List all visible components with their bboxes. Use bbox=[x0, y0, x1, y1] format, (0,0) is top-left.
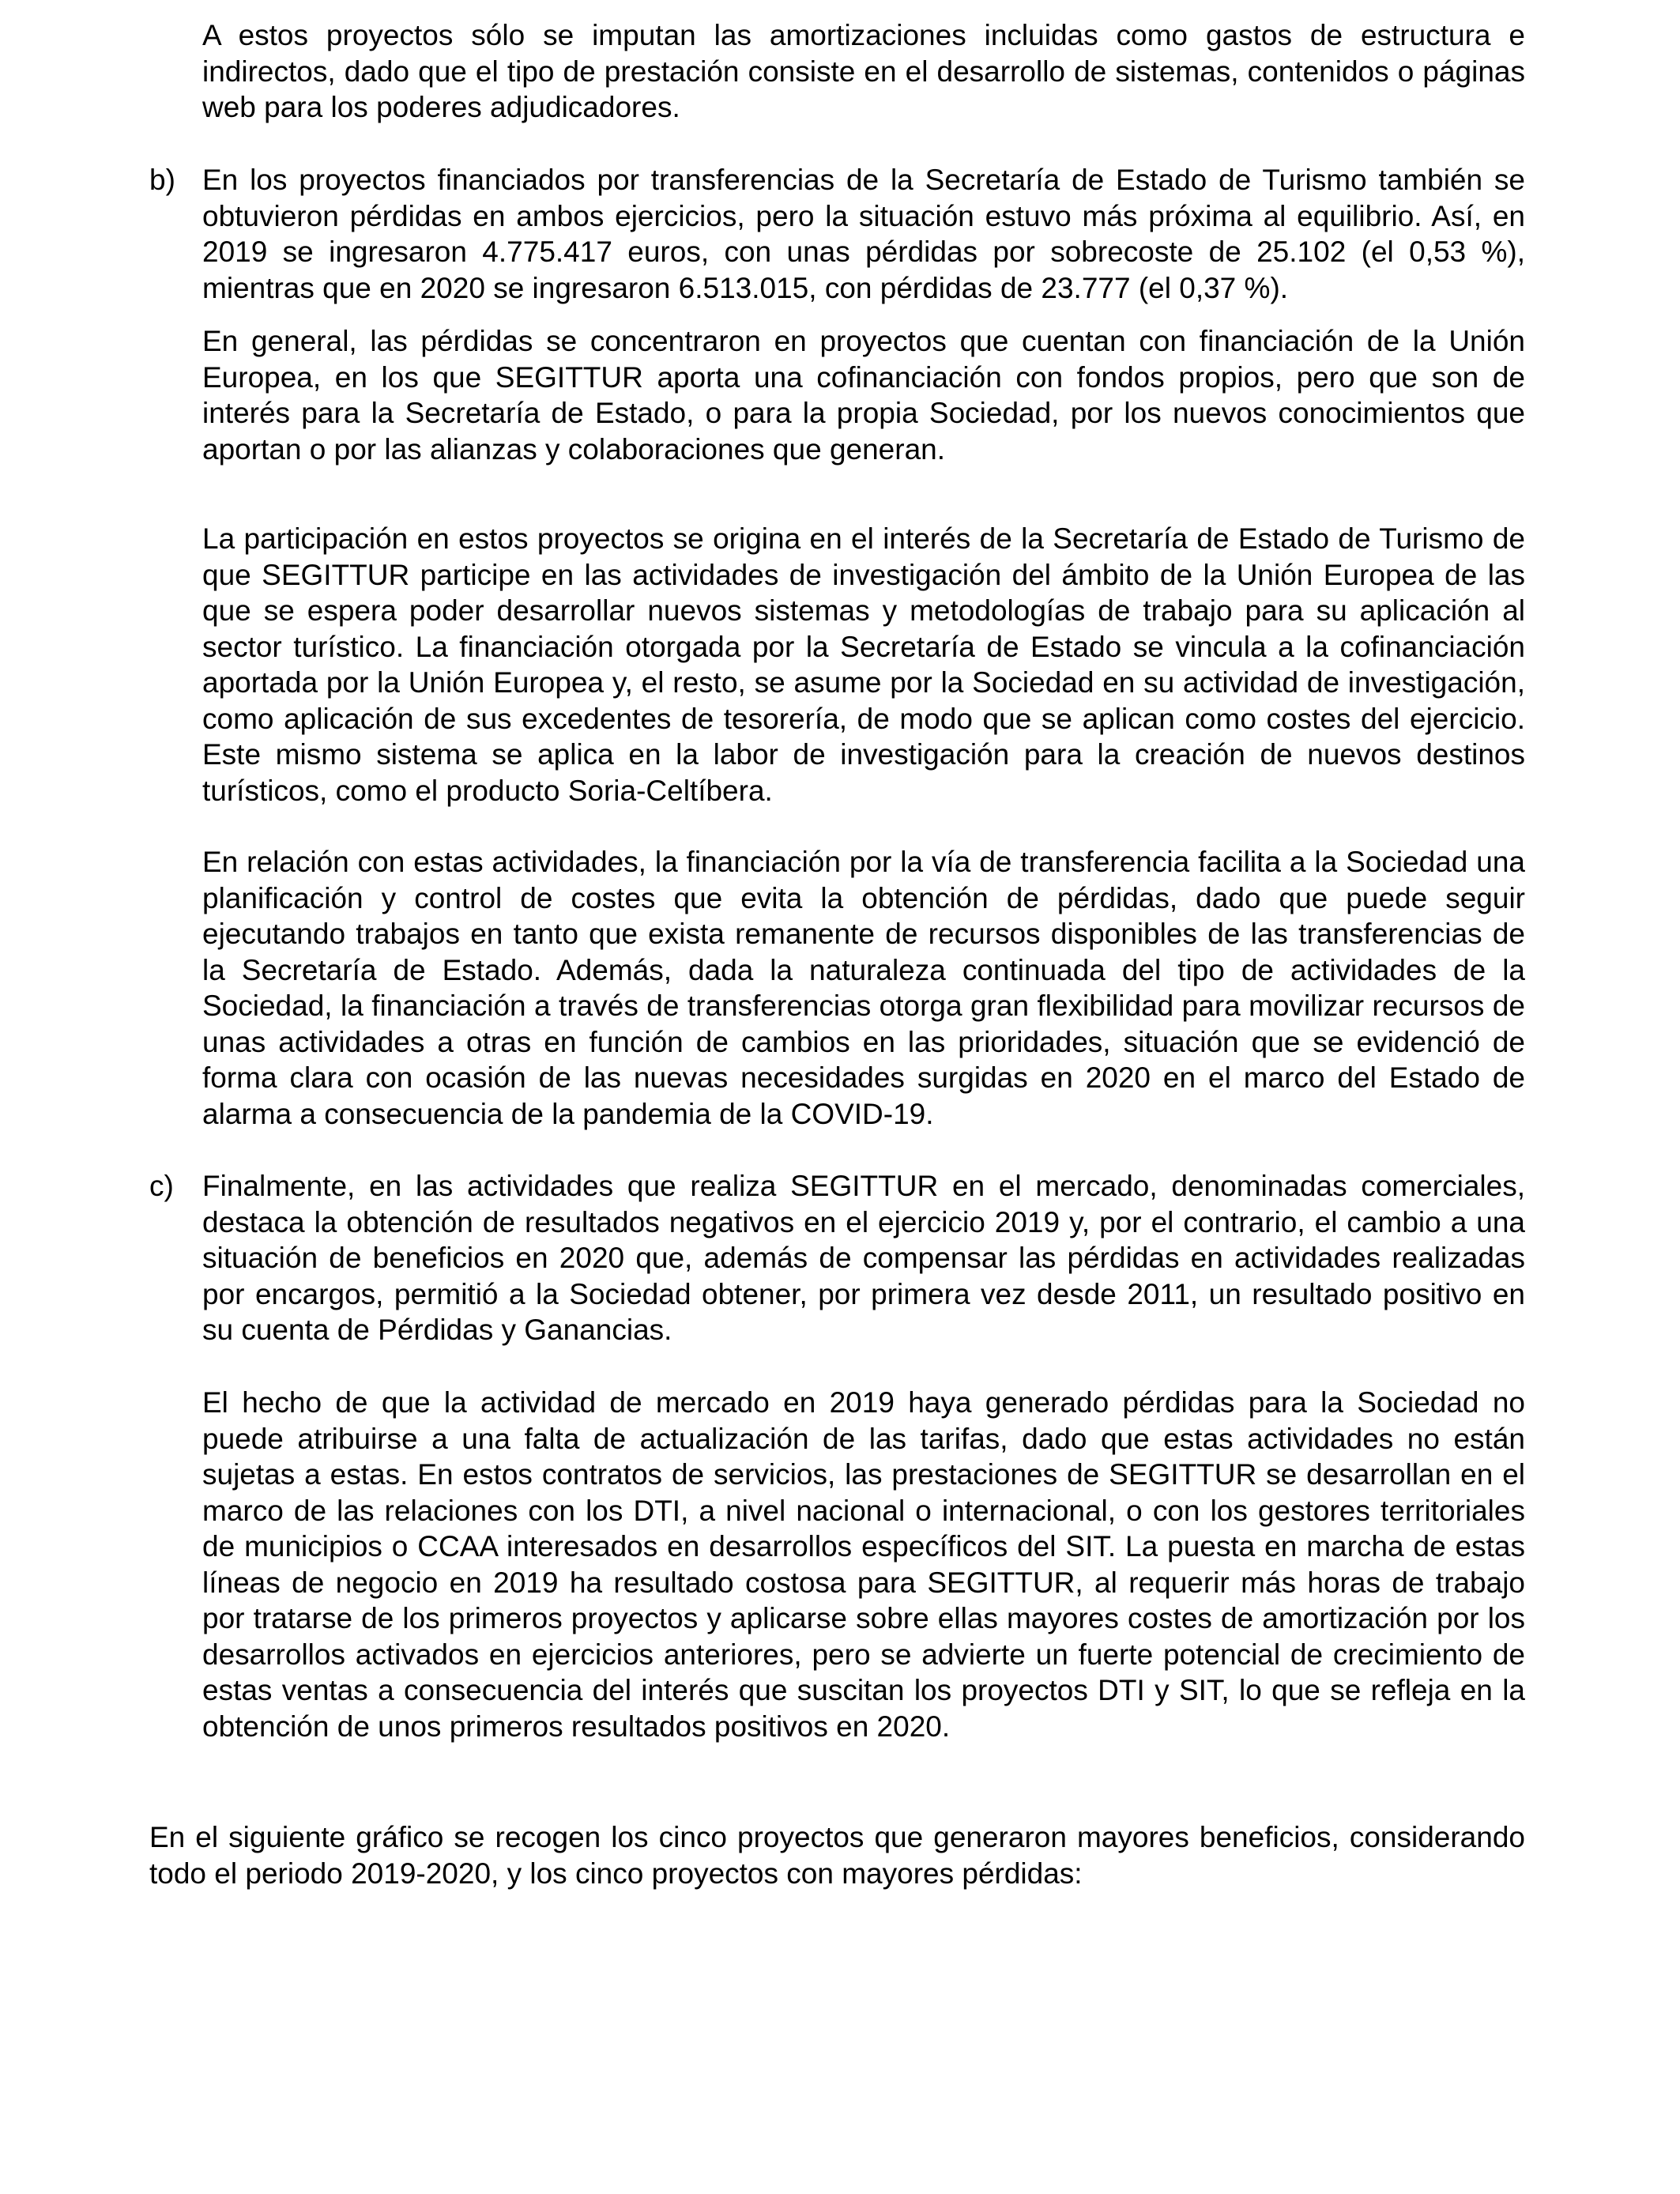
paragraph-amortizaciones: A estos proyectos sólo se imputan las amortizaciones incluidas como gastos de estructura e indirectos, dado que el tipo de prestación consiste en el desarrollo de sistemas, contenidos o páginas web para los poderes adjudicadores. bbox=[202, 19, 1525, 123]
paragraph-actividades-comerciales: Finalmente, en las actividades que realiza SEGITTUR en el mercado, denominadas comerciales, destaca la obtención de resultados negativos en el ejercicio 2019 y, por el contrario, el cambio a una situación de beneficios en 2020 que, además de compensar las pérdidas en actividades realizadas por encargos, permitió a la Sociedad obtener, por primera vez desde 2011, un resultado positivo en su cuenta de Pérdidas y Ganancias. bbox=[202, 1170, 1525, 1346]
paragraph-actividad-mercado: El hecho de que la actividad de mercado en 2019 haya generado pérdidas para la Sociedad no puede atribuirse a una falta de actualización de las tarifas, dado que estas actividades no están sujetas a estas. En estos contratos de servicios, las prestaciones de SEGITTUR se desarrollan en el marco de las relaciones con los DTI, a nivel nacional o internacional, o con los gestores territoriales de municipios o CCAA interesados en desarrollos específicos del SIT. La puesta en marcha de estas líneas de negocio en 2019 ha resultado costosa para SEGITTUR, al requerir más horas de trabajo por tratarse de los primeros proyectos y aplicarse sobre ellas mayores costes de amortización por los desarrollos activados en ejercicios anteriores, pero se advierte un fuerte potencial de crecimiento de estas ventas a consecuencia del interés que suscitan los proyectos DTI y SIT, lo que se refleja en la obtención de unos primeros resultados positivos en 2020. bbox=[202, 1386, 1525, 1743]
list-marker-b: b) bbox=[149, 164, 175, 196]
paragraph-financiacion-transferencia: En relación con estas actividades, la financiación por la vía de transferencia facilita a la Sociedad una planificación y control de costes que evita la obtención de pérdidas, dado que puede seguir ejecutando trabajos en tanto que exista remanente de recursos disponibles de las transferencias de la Secretaría de Estado. Además, dada la naturaleza continuada del tipo de actividades de la Sociedad, la financiación a través de transferencias otorga gran flexibilidad para movilizar recursos de unas actividades a otras en función de cambios en las prioridades, situación que se evidenció de forma clara con ocasión de las nuevas necesidades surgidas en 2020 en el marco del Estado de alarma a consecuencia de la pandemia de la COVID-19. bbox=[202, 846, 1525, 1130]
paragraph-participacion: La participación en estos proyectos se origina en el interés de la Secretaría de Estado de Turismo de que SEGITTUR participe en las actividades de investigación del ámbito de la Unión Europea de las que se espera poder desarrollar nuevos sistemas y metodologías de trabajo para su aplicación al sector turístico. La financiación otorgada por la Secretaría de Estado se vincula a la cofinanciación aportada por la Unión Europea y, el resto, se asume por la Sociedad en su actividad de investigación, como aplicación de sus excedentes de tesorería, de modo que se aplican como costes del ejercicio. Este mismo sistema se aplica en la labor de investigación para la creación de nuevos destinos turísticos, como el producto Soria-Celtíbera. bbox=[202, 522, 1525, 807]
paragraph-transferencias: En los proyectos financiados por transferencias de la Secretaría de Estado de Turismo también se obtuvieron pérdidas en ambos ejercicios, pero la situación estuvo más próxima al equilibrio. Así, en 2019 se ingresaron 4.775.417 euros, con unas pérdidas por sobrecoste de 25.102 (el 0,53 %), mientras que en 2020 se ingresaron 6.513.015, con pérdidas de 23.777 (el 0,37 %). bbox=[202, 164, 1525, 304]
list-marker-c: c) bbox=[149, 1170, 174, 1202]
paragraph-grafico-intro: En el siguiente gráfico se recogen los cinco proyectos que generaron mayores beneficios, considerando todo el periodo 2019-2020, y los cinco proyectos con mayores pérdidas: bbox=[149, 1821, 1525, 1890]
paragraph-perdidas-union-europea: En general, las pérdidas se concentraron en proyectos que cuentan con financiación de la Unión Europea, en los que SEGITTUR aporta una cofinanciación con fondos propios, pero que son de interés para la Secretaría de Estado, o para la propia Sociedad, por los nuevos conocimientos que aportan o por las alianzas y colaboraciones que generan. bbox=[202, 325, 1525, 466]
